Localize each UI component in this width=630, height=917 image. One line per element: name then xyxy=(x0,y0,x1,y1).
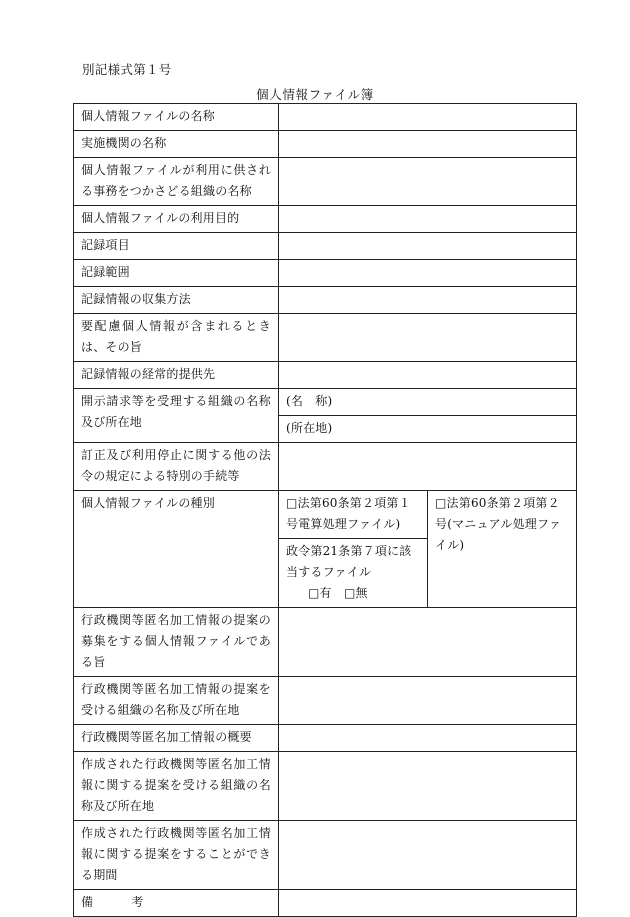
table-row xyxy=(74,158,577,206)
table-row xyxy=(74,287,577,314)
row-label-file-name: 個人情報ファイルの名称 xyxy=(74,104,279,131)
row-value-anonymized-summary[interactable] xyxy=(279,725,577,752)
row-value-sensitive-info[interactable] xyxy=(279,314,577,362)
row-label-anonymized-summary: 行政機関等匿名加工情報の概要 xyxy=(74,725,279,752)
row-label-record-scope: 記録範囲 xyxy=(74,260,279,287)
file-type-manual-option[interactable]: □法第60条第２項第２号(マニュアル処理ファイル) xyxy=(428,491,577,608)
table-row xyxy=(74,389,577,416)
ordinance-no-checkbox[interactable]: □無 xyxy=(343,586,368,600)
row-label-collection-method: 記録情報の収集方法 xyxy=(74,287,279,314)
form-number: 別記様式第１号 xyxy=(82,62,172,77)
row-label-anonymized-proposal-solicitation: 行政機関等匿名加工情報の提案の募集をする個人情報ファイルである旨 xyxy=(74,608,279,677)
row-value-anonymized-proposal-organization[interactable] xyxy=(279,677,577,725)
row-value-special-procedures[interactable] xyxy=(279,443,577,491)
disclosure-org-name-field[interactable]: (名 称) xyxy=(279,389,577,416)
row-value-created-anonymized-proposal-organization[interactable] xyxy=(279,752,577,821)
row-label-created-anonymized-proposal-organization: 作成された行政機関等匿名加工情報に関する提案を受ける組織の名称及び所在地 xyxy=(74,752,279,821)
table-row xyxy=(74,233,577,260)
table-row xyxy=(74,491,577,539)
disclosure-org-address-field[interactable]: (所在地) xyxy=(279,416,577,443)
table-row xyxy=(74,443,577,491)
table-row xyxy=(74,362,577,389)
personal-info-file-register-table xyxy=(73,103,577,917)
table-row xyxy=(74,821,577,890)
table-row xyxy=(74,725,577,752)
remarks-label-char-1: 備 xyxy=(81,895,94,909)
row-value-file-name[interactable] xyxy=(279,104,577,131)
row-label-regular-recipients: 記録情報の経常的提供先 xyxy=(74,362,279,389)
table-row xyxy=(74,890,577,917)
row-value-agency-name[interactable] xyxy=(279,131,577,158)
row-label-record-items: 記録項目 xyxy=(74,233,279,260)
table-row xyxy=(74,608,577,677)
row-value-responsible-organization[interactable] xyxy=(279,158,577,206)
row-value-anonymized-proposal-solicitation[interactable] xyxy=(279,608,577,677)
row-value-collection-method[interactable] xyxy=(279,287,577,314)
row-label-created-anonymized-proposal-period: 作成された行政機関等匿名加工情報に関する提案をすることができる期間 xyxy=(74,821,279,890)
remarks-label-char-2: 考 xyxy=(131,895,144,909)
row-value-record-items[interactable] xyxy=(279,233,577,260)
table-row xyxy=(74,677,577,725)
document-title: 個人情報ファイル簿 xyxy=(256,87,374,102)
table-row xyxy=(74,104,577,131)
row-value-purpose[interactable] xyxy=(279,206,577,233)
table-row xyxy=(74,206,577,233)
ordinance-applicable-cell xyxy=(279,539,428,608)
table-row xyxy=(74,131,577,158)
row-label-agency-name: 実施機関の名称 xyxy=(74,131,279,158)
ordinance-choice-group xyxy=(286,583,420,604)
row-label-sensitive-info: 要配慮個人情報が含まれるときは、その旨 xyxy=(74,314,279,362)
table-row xyxy=(74,752,577,821)
row-value-remarks[interactable] xyxy=(279,890,577,917)
row-value-record-scope[interactable] xyxy=(279,260,577,287)
row-value-created-anonymized-proposal-period[interactable] xyxy=(279,821,577,890)
ordinance-applicable-label: 政令第21条第７項に該当するファイル xyxy=(286,544,412,579)
row-label-anonymized-proposal-organization: 行政機関等匿名加工情報の提案を受ける組織の名称及び所在地 xyxy=(74,677,279,725)
row-value-regular-recipients[interactable] xyxy=(279,362,577,389)
row-label-disclosure-organization: 開示請求等を受理する組織の名称及び所在地 xyxy=(74,389,279,443)
row-label-purpose: 個人情報ファイルの利用目的 xyxy=(74,206,279,233)
row-label-responsible-organization: 個人情報ファイルが利用に供される事務をつかさどる組織の名称 xyxy=(74,158,279,206)
row-label-special-procedures: 訂正及び利用停止に関する他の法令の規定による特別の手続等 xyxy=(74,443,279,491)
ordinance-yes-checkbox[interactable]: □有 xyxy=(308,586,332,600)
row-label-remarks xyxy=(74,890,279,917)
file-type-electronic-option[interactable]: □法第60条第２項第１号電算処理ファイル) xyxy=(279,491,428,539)
table-row xyxy=(74,314,577,362)
table-row xyxy=(74,260,577,287)
row-label-file-type: 個人情報ファイルの種別 xyxy=(74,491,279,608)
